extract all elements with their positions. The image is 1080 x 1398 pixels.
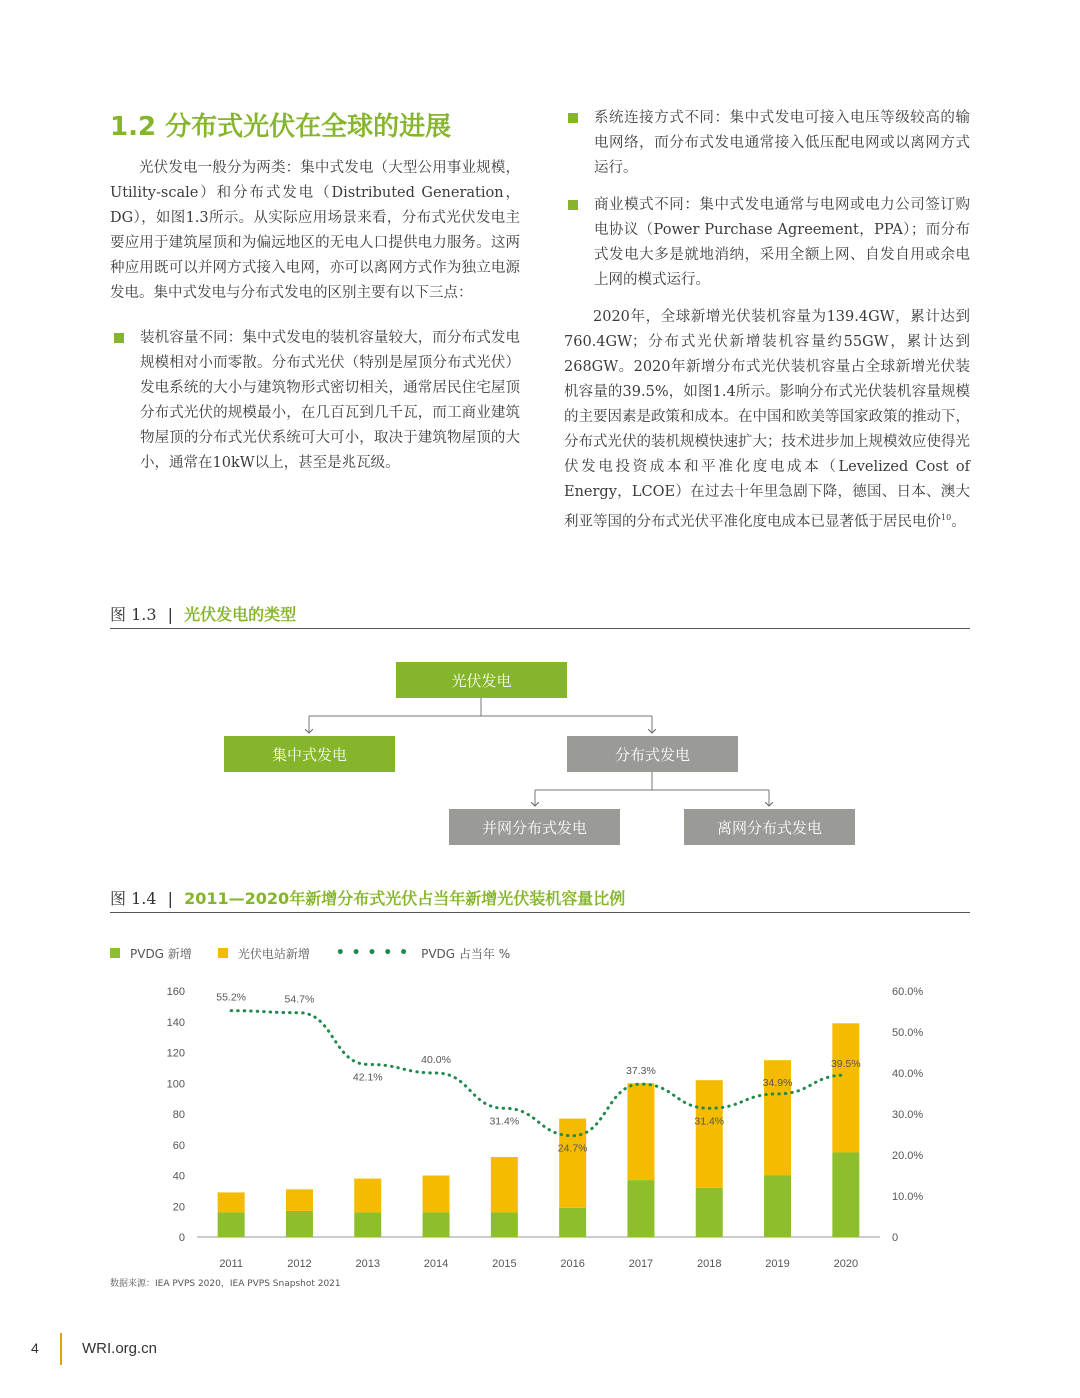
x-tick-label: 2011: [219, 1258, 243, 1270]
y-tick-label: 120: [166, 1047, 185, 1060]
bullet-capacity-text: 装机容量不同：集中式发电的装机容量较大，而分布式发电规模相对小而零散。分布式光伏（特别是屋顶分布式光伏）发电系统的大小与建筑物形式密切相关，通常居民住宅屋顶分布式光伏的规模最小，在几百瓦到几千瓦，而工商业建筑物屋顶的分布式光伏系统可大可小，取决于建筑物屋顶的大小，通常在10kW以上，甚至是兆瓦级。: [140, 330, 520, 471]
stats-paragraph-text: 2020年，全球新增光伏装机容量为139.4GW，累计达到760.4GW；分布式光伏新增装机容量约55GW，累计达到268GW。2020年新增分布式光伏装机容量占全球新增光伏装机容量的39.5%，如图1.4所示。影响分布式光伏装机容量规模的主要因素是政策和成本。在中国和欧美等国家政策的推动下，分布式光伏的装机规模快速扩大；技术进步加上规模效应使得光伏发电投资成本和平准化度电成本（Levelized Cost of Energy，LCOE）在过去十年里急剧下降，德国、日本、澳大利亚等国的分布式光伏平准化度电成本已显著低于居民电价: [564, 309, 970, 530]
x-tick-label: 2012: [287, 1258, 312, 1270]
box-pv-generation: 光伏发电: [396, 662, 567, 698]
caption-separator: |: [167, 605, 174, 624]
share-line: [231, 1011, 846, 1136]
bullet-business-text: 商业模式不同：集中式发电通常与电网或电力公司签订购电协议（Power Purchase Agreement，PPA）；而分布式发电大多是就地消纳，采用全额上网、自发自用或余电上网的模式运行。: [594, 197, 970, 288]
bar-station: [423, 1176, 450, 1213]
y-tick-label: 160: [166, 986, 185, 998]
x-tick-label: 2017: [628, 1258, 654, 1270]
bar-pvdg: [832, 1152, 859, 1237]
x-tick-label: 2019: [765, 1258, 790, 1270]
data-source: 数据来源：IEA PVPS 2020，IEA PVPS Snapshot 2021: [110, 1279, 341, 1289]
y2-tick-label: 0: [892, 1232, 899, 1244]
bar-station: [286, 1189, 313, 1211]
bullet-connection-text: 系统连接方式不同：集中式发电可接入电压等级较高的输电网络，而分布式发电通常接入低压配电网或以离网方式运行。: [594, 110, 970, 176]
bar-station: [559, 1119, 586, 1208]
site-link[interactable]: WRI.org.cn: [82, 1340, 158, 1357]
footer-divider: [60, 1333, 62, 1365]
bar-station: [696, 1080, 723, 1188]
legend-share-label: PVDG 占当年 %: [421, 946, 511, 961]
legend-station-label: 光伏电站新增: [237, 946, 310, 961]
y-tick-label: 20: [172, 1201, 185, 1214]
bar-station: [354, 1179, 381, 1213]
y2-tick-label: 50.0%: [892, 1027, 924, 1039]
share-data-label: 55.2%: [216, 991, 247, 1004]
y2-tick-label: 10.0%: [892, 1191, 924, 1203]
box-grid-connected: 并网分布式发电: [449, 809, 620, 845]
y-tick-label: 140: [166, 1016, 185, 1029]
bar-station: [627, 1083, 654, 1180]
y-tick-label: 100: [166, 1078, 185, 1091]
intro-paragraph: 光伏发电一般分为两类：集中式发电（大型公用事业规模，Utility-scale）和分布式发电（Distributed Generation，DG），如图1.3所示。从实际应用场景来看，分布式光伏发电主要应用于建筑屋顶和为偏远地区的无电人口提供电力服务。这两种应用既可以并网方式接入电网，亦可以离网方式作为独立电源发电。集中式发电与分布式发电的区别主要有以下三点：: [110, 160, 520, 301]
dotted-line-icon: • • • • •: [335, 945, 410, 961]
section-title: 1.2 分布式光伏在全球的进展: [110, 112, 452, 142]
bar-station: [218, 1192, 245, 1212]
bar-pvdg: [559, 1208, 586, 1237]
bar-pvdg: [286, 1211, 313, 1237]
figure-title: 2011—2020年新增分布式光伏占当年新增光伏装机容量比例: [184, 889, 626, 908]
y2-tick-label: 60.0%: [892, 986, 924, 998]
legend-pvdg-label: PVDG 新增: [130, 946, 192, 961]
box-central-generation: 集中式发电: [224, 736, 395, 772]
bar-pvdg: [491, 1212, 518, 1237]
box-distributed-generation: 分布式发电: [567, 736, 738, 772]
footnote-ref[interactable]: 10: [941, 513, 952, 522]
y-tick-label: 0: [178, 1232, 185, 1244]
y-tick-label: 80: [172, 1109, 185, 1121]
share-data-label: 39.5%: [830, 1058, 861, 1071]
figure-number: 图 1.3: [110, 605, 157, 624]
figure-number: 图 1.4: [110, 889, 157, 908]
share-data-label: 54.7%: [284, 993, 315, 1006]
share-data-label: 42.1%: [352, 1071, 383, 1084]
y2-tick-label: 30.0%: [892, 1109, 924, 1121]
box-off-grid: 离网分布式发电: [684, 809, 855, 845]
x-tick-label: 2014: [423, 1258, 449, 1270]
y-tick-label: 40: [172, 1170, 185, 1183]
bar-pvdg: [218, 1212, 245, 1237]
share-data-label: 24.7%: [557, 1142, 588, 1155]
caption-separator: |: [167, 889, 174, 908]
x-tick-label: 2018: [697, 1258, 722, 1270]
stats-paragraph-end: 。: [951, 513, 966, 530]
share-data-label: 40.0%: [421, 1054, 451, 1066]
x-tick-label: 2016: [560, 1258, 585, 1270]
x-tick-label: 2015: [492, 1258, 517, 1270]
y2-tick-label: 40.0%: [892, 1068, 924, 1080]
x-tick-label: 2020: [833, 1258, 859, 1270]
share-data-label: 31.4%: [694, 1115, 725, 1128]
bar-station: [832, 1023, 859, 1152]
page-number: 4: [31, 1340, 39, 1356]
bar-pvdg: [354, 1212, 381, 1237]
y2-tick-label: 20.0%: [892, 1150, 924, 1162]
share-data-label: 31.4%: [489, 1115, 520, 1128]
bar-pvdg: [423, 1212, 450, 1237]
share-data-label: 37.3%: [626, 1065, 656, 1078]
bar-pvdg: [764, 1176, 791, 1238]
x-tick-label: 2013: [355, 1258, 380, 1270]
share-data-label: 34.9%: [762, 1076, 793, 1089]
bar-pvdg: [696, 1188, 723, 1237]
bar-station: [491, 1157, 518, 1212]
bar-pvdg: [627, 1180, 654, 1237]
y-tick-label: 60: [172, 1139, 185, 1152]
figure-title: 光伏发电的类型: [184, 605, 297, 624]
